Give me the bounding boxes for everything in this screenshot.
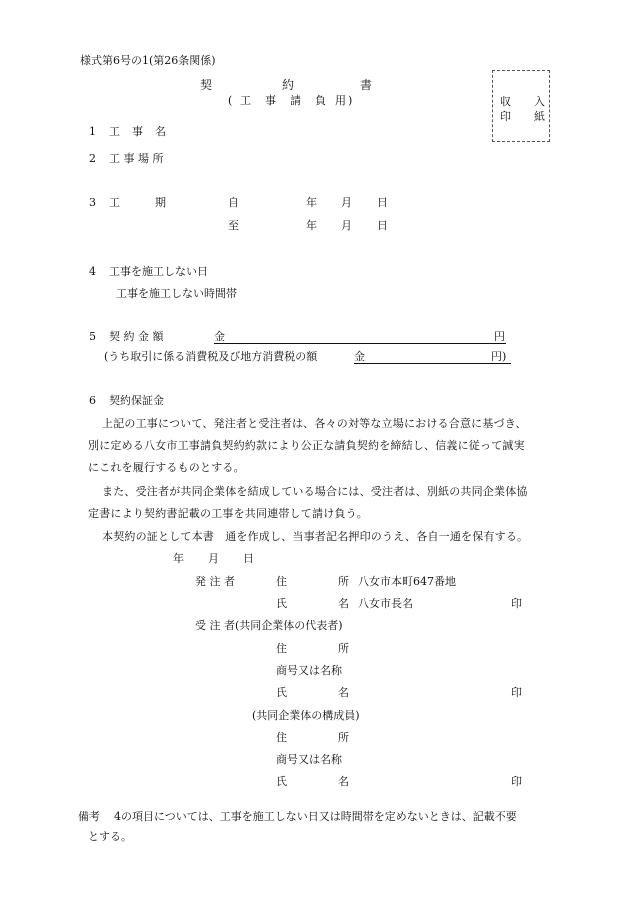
tax-yen-label: 円) xyxy=(491,350,507,363)
item-label: 契約保証金 xyxy=(109,394,164,407)
subtitle-char: 請 xyxy=(290,94,301,107)
name-label-char: 氏 xyxy=(276,775,287,788)
body-line: 上記の工事について、発注者と受注者は、各々の対等な立場における合意に基づき、 xyxy=(102,417,527,430)
year-label: 年 xyxy=(173,552,184,565)
item-label: 工事を施工しない日 xyxy=(109,265,208,278)
month-label: 月 xyxy=(208,552,219,565)
stamp-label-char: 紙 xyxy=(534,110,545,123)
item-number: 6 xyxy=(89,394,96,407)
subtitle-char: 負 xyxy=(315,94,326,107)
orderer-role: 発 注 者 xyxy=(195,575,235,588)
day-label: 日 xyxy=(377,196,388,209)
stamp-label-char: 印 xyxy=(500,110,511,123)
form-number: 様式第6号の1(第26条関係) xyxy=(80,54,216,67)
label-char: 工 xyxy=(109,125,120,138)
address-label-char: 所 xyxy=(338,731,349,744)
subtitle-paren: ) xyxy=(348,94,353,107)
body-line: 本契約の証として本書 通を作成し、当事者記名押印のうえ、各自一通を保有する。 xyxy=(102,530,529,543)
period-from-label: 自 xyxy=(228,196,239,209)
day-label: 日 xyxy=(243,552,254,565)
item-number: 4 xyxy=(89,265,96,278)
amount-yen-label: 円 xyxy=(494,330,505,343)
address-label-char: 住 xyxy=(276,575,287,588)
stamp-label-char: 入 xyxy=(534,95,545,108)
item-number: 2 xyxy=(89,152,96,165)
label-char: 事 xyxy=(132,125,143,138)
day-label: 日 xyxy=(377,219,388,232)
name-label-char: 名 xyxy=(338,597,349,610)
amount-kin-label: 金 xyxy=(214,330,225,343)
address-label-char: 住 xyxy=(276,731,287,744)
company-label: 商号又は名称 xyxy=(276,753,342,766)
item-number: 1 xyxy=(89,125,96,138)
body-line: にこれを履行するものとする。 xyxy=(88,461,245,474)
subtitle-paren: ( xyxy=(228,94,233,107)
item-number: 5 xyxy=(89,330,96,343)
label-char: 名 xyxy=(155,125,166,138)
item-number: 3 xyxy=(89,196,96,209)
orderer-name: 八女市長名 xyxy=(358,597,413,610)
remarks-line: とする。 xyxy=(88,830,132,843)
name-label-char: 氏 xyxy=(276,597,287,610)
year-label: 年 xyxy=(306,219,317,232)
tax-kin-label: 金 xyxy=(354,350,365,363)
label-char: 工 xyxy=(109,196,120,209)
seal-mark: 印 xyxy=(511,775,522,788)
address-label-char: 所 xyxy=(338,642,349,655)
item-label: 契 約 金 額 xyxy=(109,330,164,343)
label-char: 期 xyxy=(155,196,166,209)
subtitle-char: 事 xyxy=(265,94,276,107)
orderer-address: 八女市本町647番地 xyxy=(358,575,456,588)
address-label-char: 所 xyxy=(338,575,349,588)
subtitle-char: 用 xyxy=(335,94,346,107)
year-label: 年 xyxy=(306,196,317,209)
remarks-label: 備考 xyxy=(78,810,100,823)
tax-underline xyxy=(354,363,511,364)
body-line: 定書により契約書記載の工事を共同連帯して請け負う。 xyxy=(88,507,368,520)
title-char: 契 xyxy=(200,78,213,92)
name-label-char: 氏 xyxy=(276,686,287,699)
item-label: 工事を施工しない時間帯 xyxy=(116,287,237,300)
item-label: 工 事 場 所 xyxy=(109,152,164,165)
seal-mark: 印 xyxy=(511,686,522,699)
body-line: 別に定める八女市工事請負契約約款により公正な請負契約を締結し、信義に従って誠実 xyxy=(88,439,525,452)
amount-underline xyxy=(214,343,506,344)
tax-label: (うち取引に係る消費税及び地方消費税の額 xyxy=(104,350,318,363)
remarks-line: 4の項目については、工事を施工しない日又は時間帯を定めないときは、記載不要 xyxy=(114,810,517,823)
body-line: また、受注者が共同企業体を結成している場合には、受注者は、別紙の共同企業体協 xyxy=(102,485,528,498)
name-label-char: 名 xyxy=(338,686,349,699)
seal-mark: 印 xyxy=(511,597,522,610)
member-role: (共同企業体の構成員) xyxy=(252,709,360,722)
title-char: 書 xyxy=(360,78,373,92)
period-to-label: 至 xyxy=(228,219,239,232)
title-char: 約 xyxy=(282,78,295,92)
month-label: 月 xyxy=(341,196,352,209)
stamp-label-char: 収 xyxy=(500,95,511,108)
name-label-char: 名 xyxy=(338,775,349,788)
company-label: 商号又は名称 xyxy=(276,664,342,677)
address-label-char: 住 xyxy=(276,642,287,655)
contractor-role: 受 注 者(共同企業体の代表者) xyxy=(195,619,343,632)
subtitle-char: 工 xyxy=(240,94,251,107)
month-label: 月 xyxy=(341,219,352,232)
